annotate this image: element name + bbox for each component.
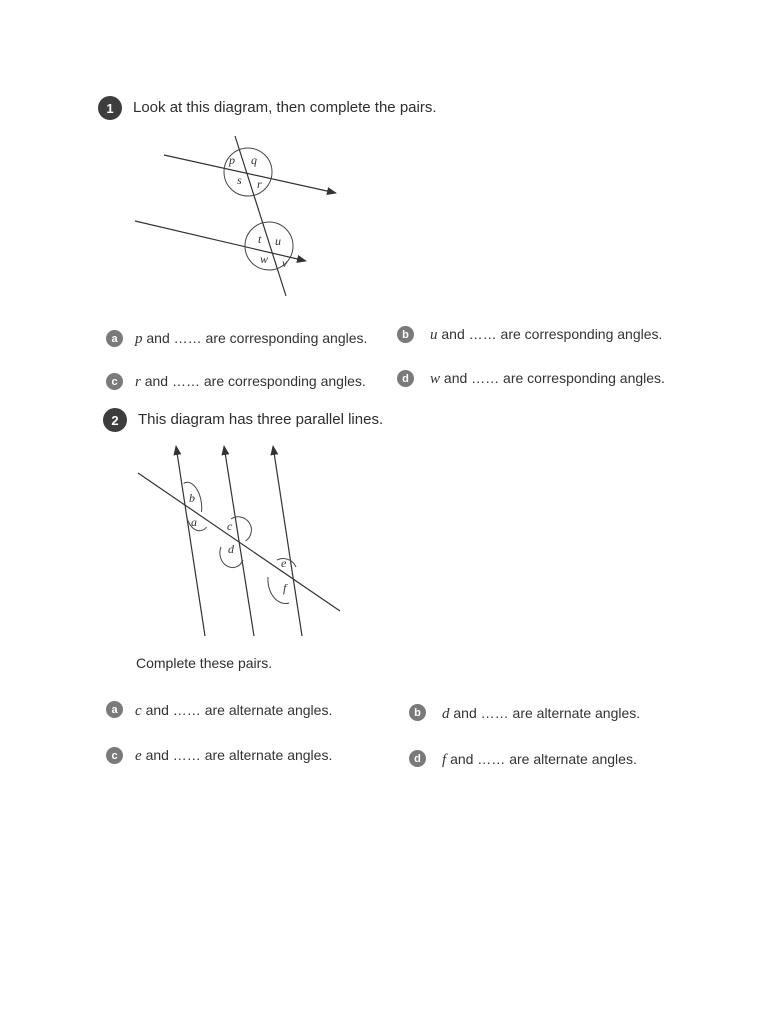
item-badge-c: c: [106, 373, 123, 390]
item-badge-b-2: b: [409, 704, 426, 721]
question-number-badge-2: 2: [103, 408, 127, 432]
angle-label-q: q: [251, 153, 257, 167]
item-badge-a-2: a: [106, 701, 123, 718]
angle-label-a: a: [191, 515, 197, 529]
angle-label-c: c: [227, 519, 233, 533]
q2-item-d: f and …… are alternate angles.: [442, 751, 637, 768]
angle-label-e: e: [281, 556, 287, 570]
parallel-line-1: [176, 446, 205, 636]
angle-label-u: u: [275, 234, 281, 248]
parallel-line-3: [273, 446, 302, 636]
angle-label-p: p: [229, 153, 235, 167]
item-badge-a: a: [106, 330, 123, 347]
item-badge-d-2: d: [409, 750, 426, 767]
angle-label-f: f: [283, 581, 287, 595]
question-2-instruction: Complete these pairs.: [136, 655, 273, 671]
angle-label-v: v: [282, 256, 288, 270]
q2-item-c: e and …… are alternate angles.: [135, 747, 333, 764]
angle-label-d: d: [228, 542, 234, 556]
q1-item-b: u and …… are corresponding angles.: [430, 326, 663, 343]
q1-item-a: p and …… are corresponding angles.: [135, 330, 368, 347]
question-2-prompt: This diagram has three parallel lines.: [138, 411, 384, 428]
angle-label-b: b: [189, 491, 195, 505]
q1-item-d: w and …… are corresponding angles.: [430, 370, 665, 387]
item-badge-b: b: [397, 326, 414, 343]
item-badge-c-2: c: [106, 747, 123, 764]
q1-item-c: r and …… are corresponding angles.: [135, 373, 366, 390]
item-badge-d: d: [397, 370, 414, 387]
q2-item-b: d and …… are alternate angles.: [442, 705, 641, 722]
angle-label-s: s: [237, 173, 242, 187]
question-2-diagram: [138, 446, 340, 636]
transversal-line-2: [138, 473, 340, 611]
question-1-prompt: Look at this diagram, then complete the pairs.: [133, 99, 437, 116]
angle-arc-e: [277, 559, 296, 567]
question-number-badge: 1: [98, 96, 122, 120]
angle-arc-c: [231, 517, 251, 541]
parallel-line-2: [224, 446, 254, 636]
angle-label-w: w: [260, 252, 269, 266]
parallel-line-upper: [164, 155, 336, 193]
transversal-line: [235, 136, 286, 296]
angle-label-r: r: [257, 177, 262, 191]
q2-item-a: c and …… are alternate angles.: [135, 702, 333, 719]
angle-label-t: t: [258, 232, 262, 246]
